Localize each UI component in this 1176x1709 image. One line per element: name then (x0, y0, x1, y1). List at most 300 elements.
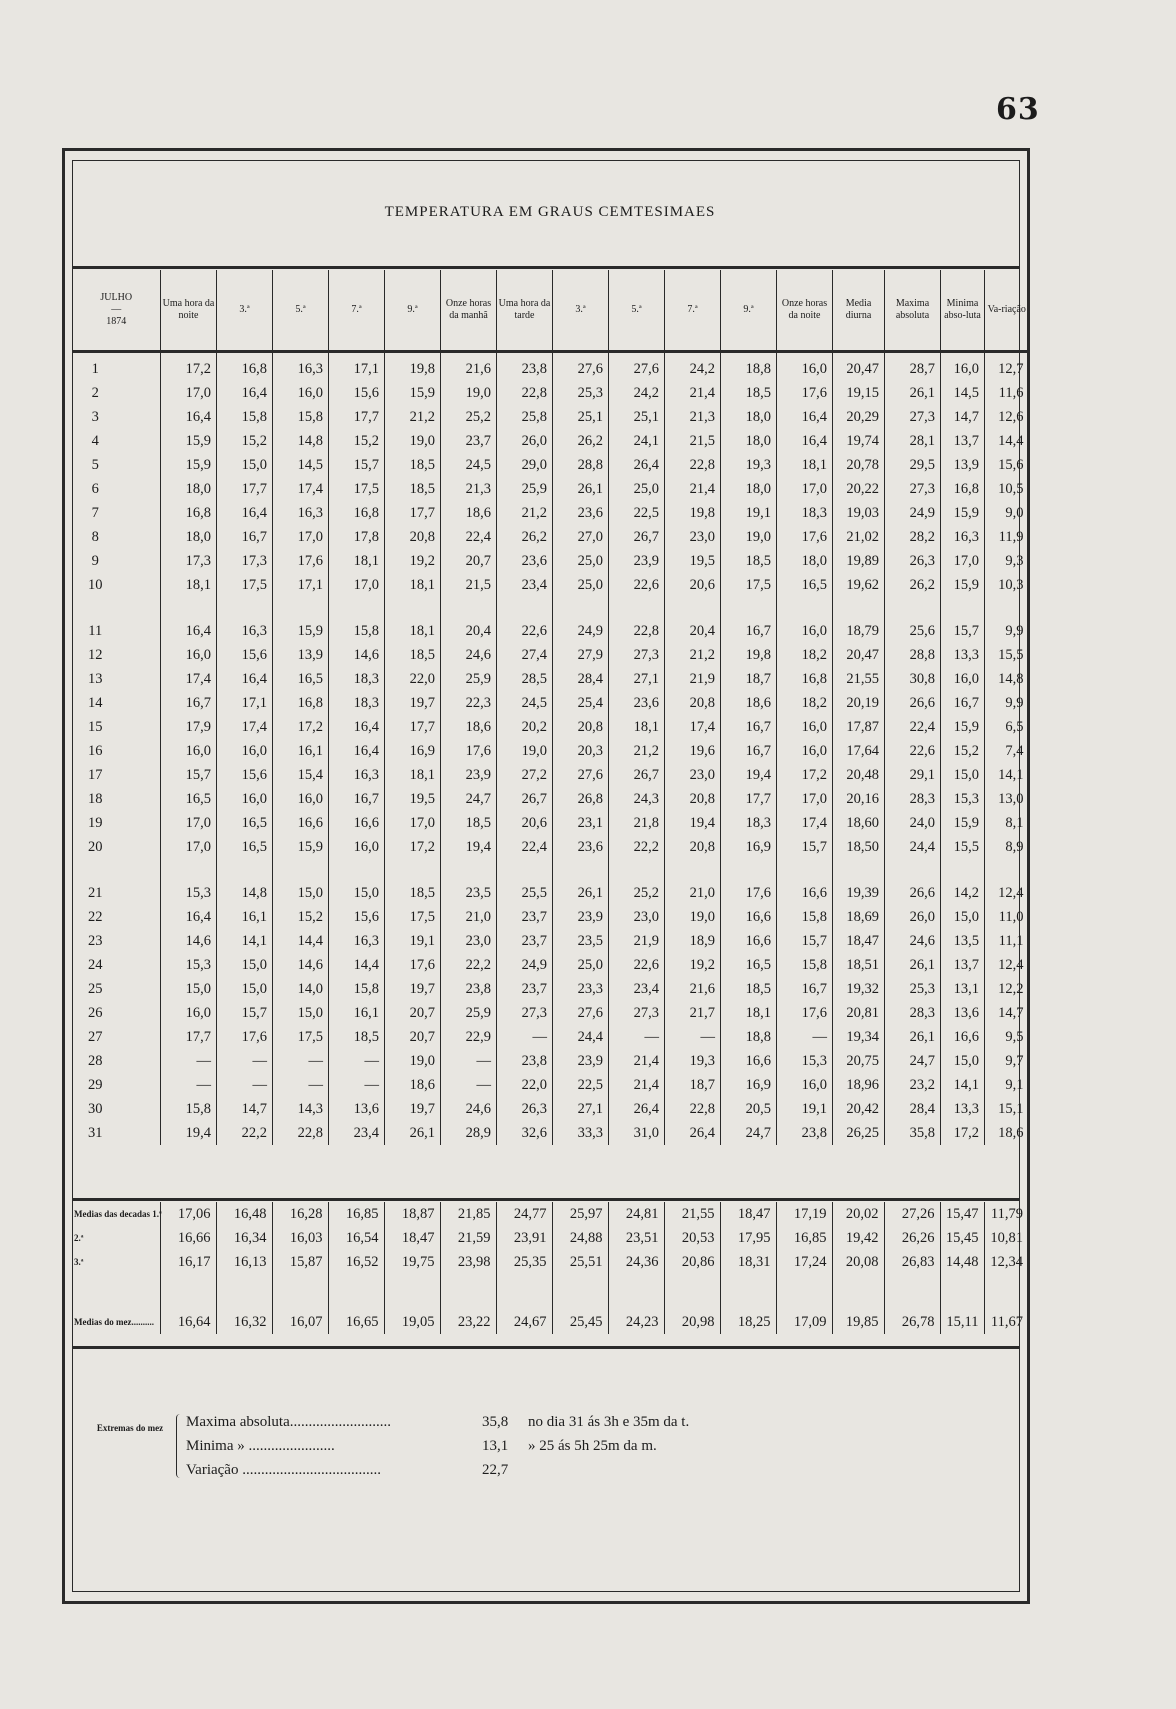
value-cell: 17,6 (385, 953, 441, 977)
value-cell: 17,2 (161, 352, 217, 382)
value-cell: 18,5 (441, 811, 497, 835)
table-row (73, 1001, 1029, 1025)
extreme-value: 22,7 (482, 1462, 509, 1478)
value-cell: 17,0 (161, 811, 217, 835)
value-cell: 9,3 (985, 549, 1029, 573)
value-cell: 9,9 (985, 691, 1029, 715)
value-cell: 12,4 (985, 881, 1029, 905)
day-cell: 26 (88, 1004, 103, 1021)
value-cell: 11,9 (985, 525, 1029, 549)
value-cell: 15,8 (217, 405, 273, 429)
value-cell: 22,8 (273, 1121, 329, 1145)
value-cell: 16,3 (273, 501, 329, 525)
value-cell: — (273, 1073, 329, 1097)
day-cell: 5 (91, 456, 99, 473)
value-cell: 28,2 (885, 525, 941, 549)
value-cell: 25,5 (497, 881, 553, 905)
value-cell: 19,8 (665, 501, 721, 525)
extreme-label: Minima » ....................... (186, 1438, 335, 1454)
value-cell: 22,5 (609, 501, 665, 525)
means-table (72, 1202, 1028, 1334)
value-cell: 17,6 (777, 525, 833, 549)
value-cell: 27,0 (553, 525, 609, 549)
value-cell: 24,2 (665, 352, 721, 382)
value-cell: 17,7 (161, 1025, 217, 1049)
value-cell: 24,1 (609, 429, 665, 453)
value-cell: 21,02 (833, 525, 885, 549)
value-cell: 24,9 (497, 953, 553, 977)
table-row (73, 881, 1029, 905)
table-row (73, 1121, 1029, 1145)
value-cell: 32,6 (497, 1121, 553, 1145)
value-cell: 16,0 (217, 787, 273, 811)
value-cell: 23,4 (609, 977, 665, 1001)
value-cell: 23,6 (553, 835, 609, 859)
value-cell: 28,3 (885, 787, 941, 811)
mean-cell: 17,06 (160, 1202, 216, 1226)
value-cell: 27,3 (609, 1001, 665, 1025)
value-cell: 18,6 (721, 691, 777, 715)
value-cell: 22,8 (497, 381, 553, 405)
mean-cell: 20,08 (832, 1250, 884, 1274)
value-cell: 18,5 (721, 381, 777, 405)
value-cell: 15,7 (217, 1001, 273, 1025)
value-cell: 25,0 (553, 953, 609, 977)
day-cell: 7 (91, 504, 99, 521)
value-cell: 25,2 (609, 881, 665, 905)
value-cell: 16,1 (217, 905, 273, 929)
value-cell: 18,5 (385, 477, 441, 501)
value-cell: 18,3 (777, 501, 833, 525)
value-cell: 21,55 (833, 667, 885, 691)
value-cell: 26,1 (553, 881, 609, 905)
value-cell: 17,0 (941, 549, 985, 573)
table-row (73, 667, 1029, 691)
value-cell: 22,6 (885, 739, 941, 763)
value-cell: 15,2 (941, 739, 985, 763)
value-cell: 18,9 (665, 929, 721, 953)
value-cell: 27,1 (609, 667, 665, 691)
column-header: 3.ª (553, 270, 609, 352)
value-cell: 16,5 (777, 573, 833, 597)
value-cell: — (497, 1025, 553, 1049)
decade-label (72, 1226, 160, 1250)
value-cell: 16,7 (941, 691, 985, 715)
value-cell: 15,3 (161, 953, 217, 977)
value-cell: 21,3 (665, 405, 721, 429)
value-cell: 25,9 (497, 477, 553, 501)
mean-cell: 21,59 (440, 1226, 496, 1250)
value-cell: 19,7 (385, 691, 441, 715)
value-cell: 23,9 (553, 905, 609, 929)
column-header: 5.ª (609, 270, 665, 352)
value-cell: 26,2 (885, 573, 941, 597)
value-cell: 19,6 (665, 739, 721, 763)
value-cell: 19,03 (833, 501, 885, 525)
value-cell: — (329, 1049, 385, 1073)
value-cell: 16,0 (161, 739, 217, 763)
value-cell: 21,2 (609, 739, 665, 763)
value-cell: 14,2 (941, 881, 985, 905)
value-cell: 16,5 (161, 787, 217, 811)
value-cell: 17,4 (161, 667, 217, 691)
value-cell: 23,2 (885, 1073, 941, 1097)
value-cell: 28,8 (553, 453, 609, 477)
value-cell: 11,0 (985, 905, 1029, 929)
mean-cell: 21,55 (664, 1202, 720, 1226)
table-row (73, 477, 1029, 501)
mean-cell: 25,51 (552, 1250, 608, 1274)
value-cell: 16,3 (217, 619, 273, 643)
mean-cell: 11,79 (984, 1202, 1028, 1226)
value-cell: 24,2 (609, 381, 665, 405)
value-cell: 15,7 (777, 929, 833, 953)
value-cell: 18,2 (777, 643, 833, 667)
table-row (73, 429, 1029, 453)
value-cell: 20,7 (441, 549, 497, 573)
decade-mark: 3.ª (74, 1257, 84, 1267)
mean-cell: 14,48 (940, 1250, 984, 1274)
value-cell: 22,4 (885, 715, 941, 739)
value-cell: 15,5 (941, 835, 985, 859)
value-cell: 27,6 (553, 763, 609, 787)
day-cell: 10 (88, 576, 103, 593)
value-cell: 18,0 (777, 549, 833, 573)
value-cell: 17,7 (217, 477, 273, 501)
value-cell: 16,6 (777, 881, 833, 905)
value-cell: 17,0 (385, 811, 441, 835)
mean-cell: 15,45 (940, 1226, 984, 1250)
value-cell: 17,6 (441, 739, 497, 763)
table-row (73, 525, 1029, 549)
value-cell: 19,3 (665, 1049, 721, 1073)
value-cell: 16,8 (941, 477, 985, 501)
value-cell: 16,0 (777, 1073, 833, 1097)
value-cell: 19,0 (665, 905, 721, 929)
observations-table-wrap (72, 270, 1026, 1145)
value-cell: 25,3 (885, 977, 941, 1001)
value-cell: 21,8 (609, 811, 665, 835)
value-cell: 16,7 (721, 619, 777, 643)
value-cell: 19,89 (833, 549, 885, 573)
month-mean-row (72, 1310, 1028, 1334)
value-cell: 28,5 (497, 667, 553, 691)
value-cell: — (217, 1049, 273, 1073)
value-cell: 25,0 (609, 477, 665, 501)
table-row (73, 811, 1029, 835)
value-cell: 17,7 (329, 405, 385, 429)
title-rule (72, 266, 1020, 269)
value-cell: 15,8 (273, 405, 329, 429)
mean-cell: 23,91 (496, 1226, 552, 1250)
value-cell: 25,9 (441, 1001, 497, 1025)
value-cell: 25,0 (553, 549, 609, 573)
value-cell: 14,6 (161, 929, 217, 953)
value-cell: 18,6 (441, 501, 497, 525)
value-cell: 17,5 (217, 573, 273, 597)
table-row (73, 1025, 1029, 1049)
table-row (73, 905, 1029, 929)
value-cell: 15,9 (161, 429, 217, 453)
day-cell: 11 (88, 622, 103, 639)
value-cell: 21,5 (665, 429, 721, 453)
day-cell: 3 (91, 408, 99, 425)
value-cell: 21,2 (497, 501, 553, 525)
value-cell: 27,3 (885, 477, 941, 501)
value-cell: 15,3 (161, 881, 217, 905)
value-cell: 18,1 (161, 573, 217, 597)
column-header: 9.ª (385, 270, 441, 352)
mean-cell: 23,98 (440, 1250, 496, 1274)
value-cell: 23,0 (665, 763, 721, 787)
value-cell: 18,69 (833, 905, 885, 929)
mean-cell: 24,88 (552, 1226, 608, 1250)
value-cell: 20,42 (833, 1097, 885, 1121)
value-cell: 17,6 (217, 1025, 273, 1049)
month-label: Medias do mez.......... (74, 1317, 154, 1327)
value-cell: 18,96 (833, 1073, 885, 1097)
value-cell: 17,0 (161, 835, 217, 859)
value-cell: 16,0 (941, 667, 985, 691)
value-cell: 18,7 (721, 667, 777, 691)
value-cell: 16,0 (777, 715, 833, 739)
mean-cell: 18,87 (384, 1202, 440, 1226)
value-cell: 27,2 (497, 763, 553, 787)
means-top-rule (72, 1198, 1020, 1201)
value-cell: 13,0 (985, 787, 1029, 811)
value-cell: 19,32 (833, 977, 885, 1001)
value-cell: 18,60 (833, 811, 885, 835)
value-cell: 17,4 (777, 811, 833, 835)
day-cell: 23 (88, 932, 103, 949)
value-cell: 16,6 (273, 811, 329, 835)
mean-cell: 15,87 (272, 1250, 328, 1274)
value-cell: 22,9 (441, 1025, 497, 1049)
value-cell: 19,15 (833, 381, 885, 405)
value-cell: 23,7 (497, 977, 553, 1001)
value-cell: 13,6 (941, 1001, 985, 1025)
mean-cell: 20,02 (832, 1202, 884, 1226)
value-cell: 21,4 (665, 477, 721, 501)
value-cell: 22,6 (609, 573, 665, 597)
mean-cell: 11,67 (984, 1310, 1028, 1334)
value-cell: 20,4 (441, 619, 497, 643)
value-cell: 19,4 (721, 763, 777, 787)
value-cell: 23,0 (609, 905, 665, 929)
table-row (73, 643, 1029, 667)
value-cell: 20,5 (721, 1097, 777, 1121)
value-cell: 16,4 (217, 667, 273, 691)
value-cell: 17,5 (273, 1025, 329, 1049)
value-cell: 16,8 (777, 667, 833, 691)
value-cell: — (441, 1073, 497, 1097)
value-cell: 19,7 (385, 1097, 441, 1121)
value-cell: 20,81 (833, 1001, 885, 1025)
mean-cell: 19,42 (832, 1226, 884, 1250)
column-header: Minima abso-luta (941, 270, 985, 352)
value-cell: 16,6 (941, 1025, 985, 1049)
value-cell: 20,22 (833, 477, 885, 501)
value-cell: 18,1 (329, 549, 385, 573)
value-cell: 17,7 (385, 715, 441, 739)
extreme-row (186, 1458, 786, 1482)
value-cell: 15,2 (329, 429, 385, 453)
value-cell: 21,7 (665, 1001, 721, 1025)
mean-cell: 24,67 (496, 1310, 552, 1334)
value-cell: 17,6 (777, 1001, 833, 1025)
value-cell: 24,5 (441, 453, 497, 477)
value-cell: 15,2 (217, 429, 273, 453)
value-cell: 16,1 (273, 739, 329, 763)
column-header: 3.ª (217, 270, 273, 352)
value-cell: 19,0 (441, 381, 497, 405)
value-cell: 26,2 (497, 525, 553, 549)
extreme-value: 13,1 (482, 1438, 509, 1454)
value-cell: — (273, 1049, 329, 1073)
value-cell: 21,0 (441, 905, 497, 929)
value-cell: 9,1 (985, 1073, 1029, 1097)
value-cell: 15,7 (777, 835, 833, 859)
value-cell: 22,8 (609, 619, 665, 643)
value-cell: 22,5 (553, 1073, 609, 1097)
extremes-label: Extremas do mez (96, 1423, 164, 1433)
table-row (73, 739, 1029, 763)
value-cell: 17,0 (161, 381, 217, 405)
value-cell: 15,0 (941, 1049, 985, 1073)
mean-cell: 25,45 (552, 1310, 608, 1334)
value-cell: 15,0 (941, 763, 985, 787)
value-cell: — (217, 1073, 273, 1097)
value-cell: 16,5 (217, 835, 273, 859)
table-row (73, 787, 1029, 811)
value-cell: 13,7 (941, 429, 985, 453)
value-cell: 29,0 (497, 453, 553, 477)
decade-label (72, 1202, 160, 1226)
value-cell: 16,7 (721, 715, 777, 739)
table-row (73, 977, 1029, 1001)
day-cell: 20 (88, 838, 103, 855)
value-cell: 9,0 (985, 501, 1029, 525)
value-cell: 22,8 (665, 453, 721, 477)
value-cell: 17,0 (273, 525, 329, 549)
value-cell: 16,5 (721, 953, 777, 977)
value-cell: 17,9 (161, 715, 217, 739)
value-cell: 31,0 (609, 1121, 665, 1145)
value-cell: 18,5 (385, 453, 441, 477)
value-cell: 17,6 (721, 881, 777, 905)
column-header: Va-riação (985, 270, 1029, 352)
value-cell: 10,3 (985, 573, 1029, 597)
value-cell: 20,8 (385, 525, 441, 549)
value-cell: 16,7 (777, 977, 833, 1001)
day-cell: 9 (91, 552, 99, 569)
table-row (73, 573, 1029, 597)
mean-cell: 27,26 (884, 1202, 940, 1226)
value-cell: 22,2 (217, 1121, 273, 1145)
day-cell: 30 (88, 1100, 103, 1117)
mean-cell: 25,97 (552, 1202, 608, 1226)
value-cell: 13,6 (329, 1097, 385, 1121)
mean-cell: 18,47 (720, 1202, 776, 1226)
value-cell: 26,4 (665, 1121, 721, 1145)
value-cell: 15,0 (273, 1001, 329, 1025)
value-cell: 17,2 (941, 1121, 985, 1145)
mean-cell: 16,13 (216, 1250, 272, 1274)
value-cell: 15,7 (941, 619, 985, 643)
value-cell: 16,7 (329, 787, 385, 811)
extremes-brace (176, 1414, 185, 1478)
value-cell: 22,2 (441, 953, 497, 977)
table-row (73, 453, 1029, 477)
decade-label (72, 1250, 160, 1274)
value-cell: 17,2 (777, 763, 833, 787)
value-cell: 16,4 (161, 905, 217, 929)
value-cell: 18,3 (721, 811, 777, 835)
value-cell: 18,1 (385, 619, 441, 643)
column-header: 5.ª (273, 270, 329, 352)
value-cell: 17,1 (273, 573, 329, 597)
value-cell: 20,6 (665, 573, 721, 597)
value-cell: 15,9 (273, 619, 329, 643)
mean-cell: 17,24 (776, 1250, 832, 1274)
value-cell: 20,8 (665, 835, 721, 859)
value-cell: 30,8 (885, 667, 941, 691)
value-cell: 17,4 (217, 715, 273, 739)
value-cell: 20,8 (553, 715, 609, 739)
column-header: Uma hora da tarde (497, 270, 553, 352)
value-cell: 15,0 (217, 977, 273, 1001)
column-header: 7.ª (329, 270, 385, 352)
column-header: Onze horas da noite (777, 270, 833, 352)
value-cell: 18,50 (833, 835, 885, 859)
value-cell: 28,9 (441, 1121, 497, 1145)
day-cell: 25 (88, 980, 103, 997)
mean-cell: 19,05 (384, 1310, 440, 1334)
value-cell: 19,0 (385, 429, 441, 453)
mean-cell: 16,48 (216, 1202, 272, 1226)
value-cell: 16,7 (217, 525, 273, 549)
value-cell: 15,9 (941, 811, 985, 835)
value-cell: 15,0 (161, 977, 217, 1001)
value-cell: 21,9 (665, 667, 721, 691)
value-cell: 15,8 (777, 953, 833, 977)
value-cell: 22,4 (441, 525, 497, 549)
mean-cell: 24,36 (608, 1250, 664, 1274)
value-cell: 16,0 (217, 739, 273, 763)
value-cell: 16,0 (161, 1001, 217, 1025)
value-cell: 16,4 (217, 381, 273, 405)
value-cell: 19,34 (833, 1025, 885, 1049)
value-cell: 13,5 (941, 929, 985, 953)
value-cell: 14,6 (329, 643, 385, 667)
value-cell: 15,5 (985, 643, 1029, 667)
table-row (73, 1097, 1029, 1121)
value-cell: 23,8 (777, 1121, 833, 1145)
value-cell: 18,3 (329, 667, 385, 691)
value-cell: 17,3 (161, 549, 217, 573)
value-cell: 19,1 (777, 1097, 833, 1121)
value-cell: 17,4 (273, 477, 329, 501)
value-cell: 28,8 (885, 643, 941, 667)
value-cell: 14,4 (273, 929, 329, 953)
value-cell: 16,5 (217, 811, 273, 835)
value-cell: 24,4 (553, 1025, 609, 1049)
value-cell: 26,1 (553, 477, 609, 501)
mean-cell: 20,53 (664, 1226, 720, 1250)
value-cell: 15,0 (217, 953, 273, 977)
value-cell: 18,1 (385, 763, 441, 787)
table-row (73, 929, 1029, 953)
